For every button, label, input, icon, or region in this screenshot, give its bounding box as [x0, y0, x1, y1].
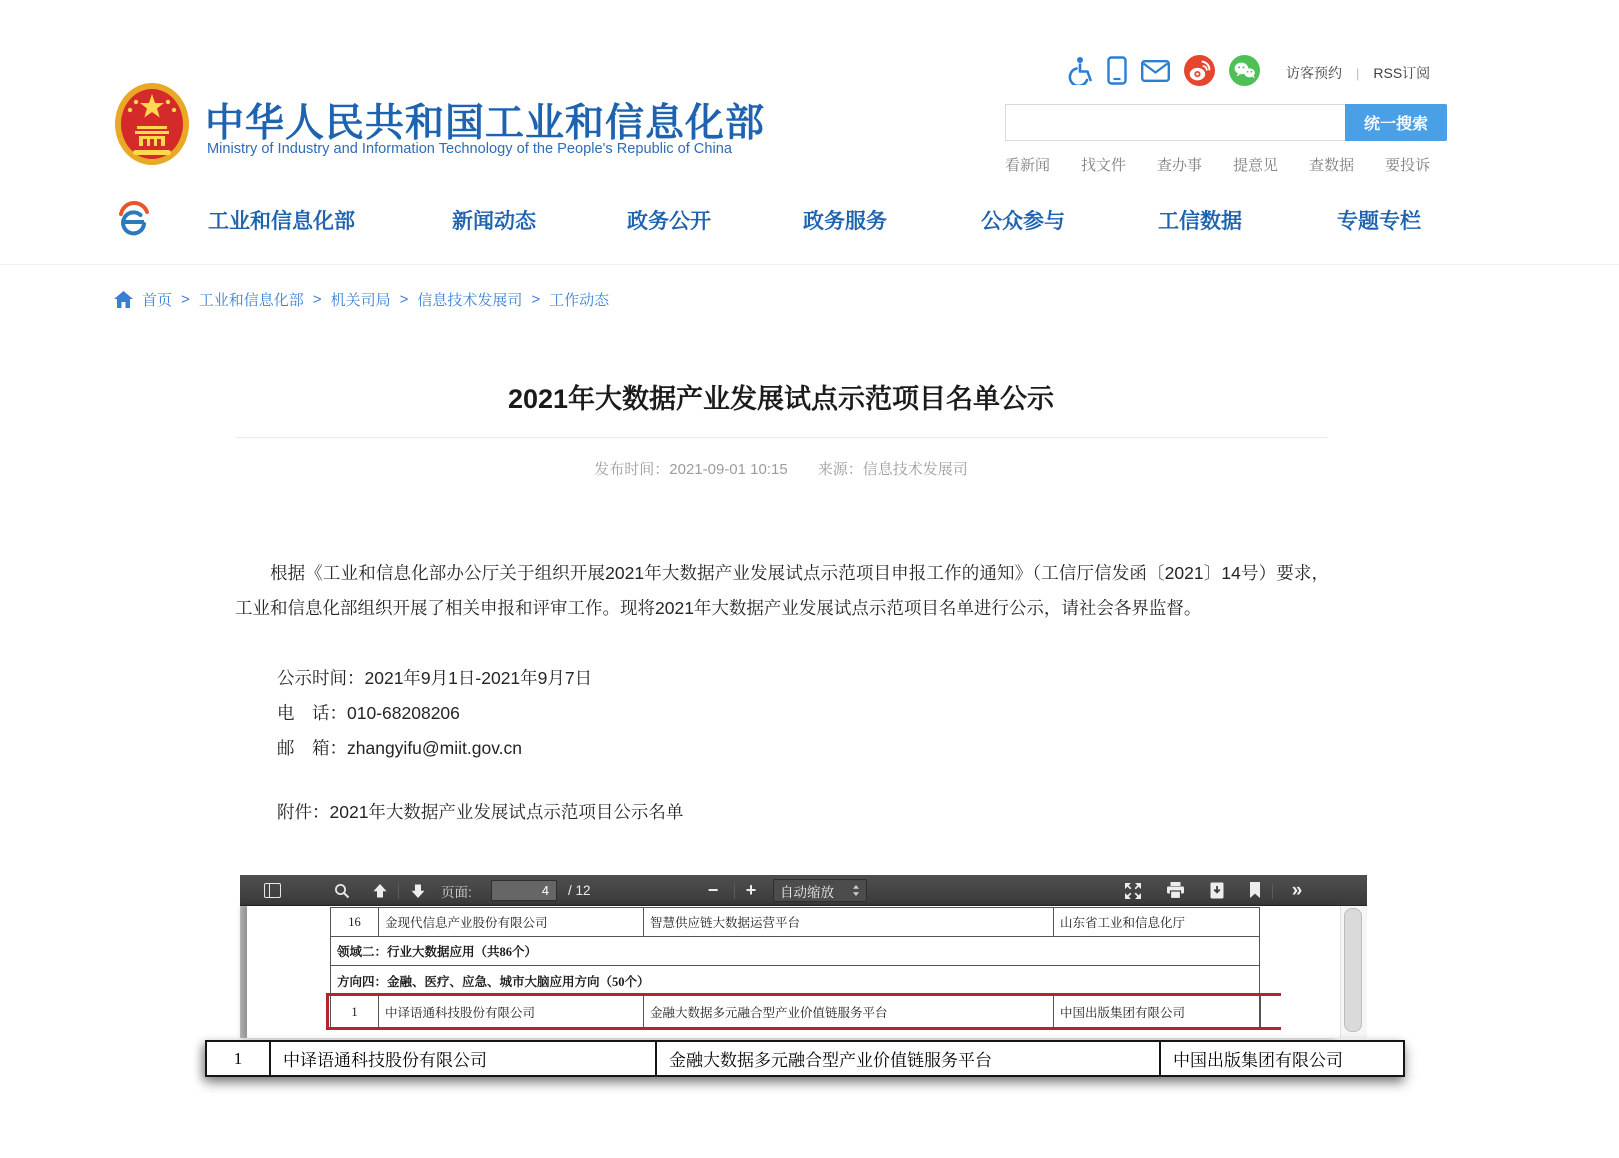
header-divider — [0, 264, 1619, 265]
callout-org: 中国出版集团有限公司 — [1173, 1051, 1343, 1070]
nav-item-gov-services[interactable]: 政务服务 — [803, 210, 887, 233]
download-icon[interactable] — [1204, 875, 1230, 906]
page-label: 页面: — [441, 884, 472, 900]
unified-search-button[interactable]: 统一搜索 — [1345, 104, 1447, 141]
mail-icon[interactable] — [1141, 60, 1170, 87]
breadcrumb-departments[interactable]: 机关司局 — [330, 292, 391, 309]
sidebar-toggle-icon[interactable] — [260, 875, 284, 906]
home-icon[interactable] — [114, 291, 133, 308]
zoom-in-button[interactable]: + — [745, 880, 757, 900]
header-links-divider: | — [1356, 65, 1360, 81]
pdf-table — [330, 907, 1260, 1029]
nav-item-miit[interactable]: 工业和信息化部 — [208, 210, 355, 233]
table-row-highlighted — [330, 996, 1260, 1029]
publish-time-value: 2021-09-01 10:15 — [669, 461, 788, 478]
site-subtitle: Ministry of Industry and Information Technology of the People's Republic of China — [207, 141, 732, 157]
header-utility-bar — [1066, 56, 1430, 90]
toolbar-separator — [734, 883, 735, 899]
breadcrumb-separator: > — [312, 291, 322, 308]
pdf-page — [247, 906, 1340, 1038]
search-bar — [1005, 104, 1447, 141]
scale-select[interactable] — [773, 879, 867, 902]
bookmark-icon[interactable] — [1244, 875, 1266, 906]
pdf-toolbar — [240, 875, 1367, 906]
quick-link-documents[interactable]: 找文件 — [1081, 157, 1127, 174]
cell-company: 中译语通科技股份有限公司 — [379, 996, 644, 1028]
breadcrumb-separator: > — [181, 291, 190, 308]
miit-e-logo — [117, 199, 151, 244]
callout-project: 金融大数据多元融合型产业价值链服务平台 — [657, 1042, 1161, 1075]
pdf-viewer — [240, 875, 1367, 1038]
site-title: 中华人民共和国工业和信息化部 — [205, 102, 766, 145]
table-section-row: 方向四：金融、医疗、应急、城市大脑应用方向（50个） — [330, 966, 1260, 996]
accessibility-icon[interactable] — [1066, 56, 1093, 90]
national-emblem-logo — [113, 82, 191, 171]
article-title: 2021年大数据产业发展试点示范项目名单公示 — [507, 384, 1055, 414]
page-number-input[interactable] — [491, 880, 557, 901]
breadcrumb-miit[interactable]: 工业和信息化部 — [198, 292, 304, 309]
callout-company: 中译语通科技股份有限公司 — [271, 1042, 657, 1075]
cell-project: 智慧供应链大数据运营平台 — [644, 908, 1054, 936]
title-divider — [235, 437, 1327, 438]
email-line: 邮 箱：zhangyifu@miit.gov.cn — [277, 738, 523, 758]
breadcrumb-it-dev-dept[interactable]: 信息技术发展司 — [417, 292, 523, 309]
breadcrumb-home[interactable]: 首页 — [142, 292, 173, 309]
quick-link-services[interactable]: 查办事 — [1157, 157, 1203, 174]
mobile-icon[interactable] — [1107, 56, 1127, 90]
cell-project: 金融大数据多元融合型产业价值链服务平台 — [644, 996, 1054, 1028]
search-icon[interactable] — [330, 875, 354, 906]
page-down-icon[interactable] — [406, 875, 430, 906]
nav-item-participation[interactable]: 公众参与 — [981, 210, 1065, 233]
quick-link-suggestions[interactable]: 提意见 — [1233, 157, 1279, 174]
phone-line: 电 话：010-68208206 — [277, 703, 460, 723]
pdf-scrollbar — [1340, 906, 1367, 1038]
table-row — [330, 907, 1260, 937]
notice-period-line: 公示时间：2021年9月1日-2021年9月7日 — [277, 668, 593, 688]
wechat-icon[interactable] — [1229, 55, 1260, 91]
pdf-content-area — [240, 906, 1367, 1038]
zoom-out-button[interactable]: − — [707, 880, 719, 900]
breadcrumb-work-updates[interactable]: 工作动态 — [549, 292, 610, 309]
breadcrumb — [114, 289, 609, 310]
pdf-scrollbar-thumb[interactable] — [1344, 908, 1362, 1032]
magnified-row-callout — [205, 1040, 1405, 1077]
attachment-line: 附件：2021年大数据产业发展试点示范项目公示名单 — [277, 802, 684, 822]
source-value: 信息技术发展司 — [862, 461, 968, 478]
article-paragraph: 根据《工业和信息化部办公厅关于组织开展2021年大数据产业发展试点示范项目申报工作的通知》（工信厅信发函〔2021〕14号）要求，工业和信息化部组织开展了相关申报和评审工作。现将2021年大数据产业发展试点示范项目名单进行公示，请社会各界监督。 — [235, 563, 1329, 618]
nav-item-gov-openness[interactable]: 政务公开 — [627, 210, 711, 233]
quick-link-complaints[interactable]: 要投诉 — [1385, 157, 1431, 174]
nav-item-news[interactable]: 新闻动态 — [452, 210, 536, 233]
source-label: 来源： — [817, 461, 863, 478]
toolbar-separator — [1272, 883, 1273, 899]
cell-company: 金现代信息产业股份有限公司 — [379, 908, 644, 936]
quick-link-data[interactable]: 查数据 — [1309, 157, 1355, 174]
weibo-icon[interactable] — [1184, 55, 1215, 91]
rss-link[interactable]: RSS订阅 — [1373, 65, 1431, 81]
page-up-icon[interactable] — [368, 875, 392, 906]
breadcrumb-separator: > — [531, 291, 541, 308]
callout-number: 1 — [207, 1042, 271, 1075]
select-spinner-icon — [852, 884, 860, 897]
presentation-mode-icon[interactable] — [1120, 875, 1146, 906]
scale-select-value: 自动缩放 — [780, 884, 834, 900]
print-icon[interactable] — [1162, 875, 1188, 906]
publish-time-label: 发布时间： — [594, 461, 670, 478]
search-input[interactable] — [1005, 104, 1345, 141]
cell-org: 山东省工业和信息化厅 — [1060, 916, 1186, 930]
nav-item-data[interactable]: 工信数据 — [1158, 210, 1242, 233]
toolbar-separator — [398, 883, 399, 899]
page-total: / 12 — [568, 883, 591, 898]
table-section-row: 领域二：行业大数据应用（共86个） — [330, 937, 1260, 966]
visitor-appointment-link[interactable]: 访客预约 — [1286, 65, 1342, 81]
breadcrumb-separator: > — [399, 291, 409, 308]
more-tools-icon[interactable]: » — [1291, 879, 1303, 901]
quick-links — [1005, 154, 1430, 175]
cell-number: 16 — [331, 908, 379, 936]
quick-link-news[interactable]: 看新闻 — [1005, 157, 1051, 174]
nav-item-special-topics[interactable]: 专题专栏 — [1337, 210, 1421, 233]
cell-number: 1 — [331, 996, 379, 1028]
cell-org: 中国出版集团有限公司 — [1054, 996, 1261, 1028]
article-meta — [235, 458, 1327, 479]
